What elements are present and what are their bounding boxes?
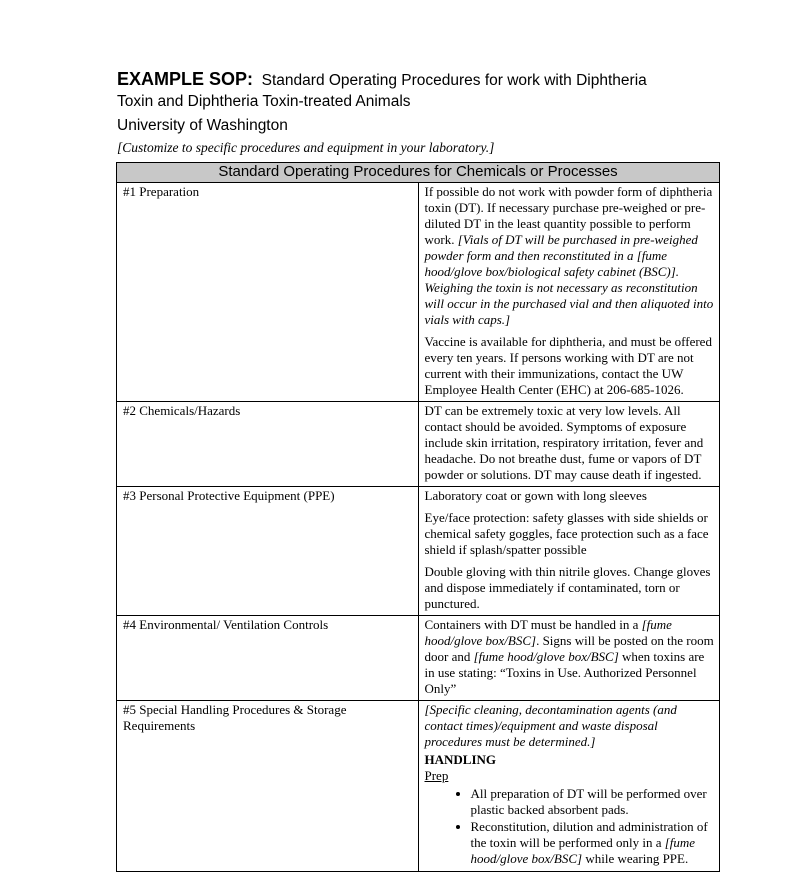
bullet2-italic: [fume hood/glove box/BSC] [470, 835, 696, 866]
table-row [117, 701, 720, 872]
prep-list [425, 786, 715, 867]
vaccine-paragraph: Vaccine is available for diphtheria, and must be offered every ten years. If persons working with DT are not current with their immunizations, contact the UW Employee Health Center (EHC) at 206-685-1026. [424, 334, 712, 397]
table-title: Standard Operating Procedures for Chemicals or Processes [117, 163, 720, 183]
preparation-italic-text: [Vials of DT will be purchased in pre-weighed powder form and then reconstituted in a [fume hood/glove box/biological safety cabinet (BSC)]. Weighing the toxin is not necessary as reconstitution will occur in the purchased vial and then aliquoted into vials with caps.] [424, 232, 714, 327]
row-content-special-handling [418, 701, 720, 872]
list-item: • All preparation of DT will be performed over plastic backed absorbent pads. [471, 786, 715, 818]
ventilation-italic-2: [fume hood/glove box/BSC] [473, 649, 619, 664]
bullet2-text: Reconstitution, dilution and administration of the toxin will be performed only in a [470, 819, 708, 850]
ventilation-text-3: when toxins are in use stating: “Toxins in Use. Authorized Personnel Only” [424, 649, 705, 696]
ppe-eye-face: Eye/face protection: safety glasses with side shields or chemical safety goggles, face protection such as a face shield if splash/spatter possible [424, 510, 709, 557]
row-content-chemicals-hazards [418, 402, 720, 487]
ppe-gloves: Double gloving with thin nitrile gloves. Change gloves and dispose immediately if contaminated, torn or punctured. [424, 564, 711, 611]
customize-note: [Customize to specific procedures and equipment in your laboratory.] [117, 140, 495, 155]
document-title-line2: Toxin and Diphtheria Toxin-treated Animals [117, 93, 411, 110]
preparation-text: If possible do not work with powder form of diphtheria toxin (DT). If necessary purchase pre-weighed or pre-diluted DT in the least quantity possible to perform work. [424, 184, 713, 247]
ventilation-text-2: . Signs will be posted on the room door and [424, 633, 714, 664]
table-row [117, 183, 720, 402]
row-label-ppe: #3 Personal Protective Equipment (PPE) [117, 487, 419, 616]
bullet2-end: while wearing PPE. [582, 851, 689, 866]
table-row [117, 616, 720, 701]
row-content-ventilation [418, 616, 720, 701]
row-label-chemicals-hazards: #2 Chemicals/Hazards [117, 402, 419, 487]
ppe-lab-coat: Laboratory coat or gown with long sleeves [424, 488, 647, 503]
ventilation-text-1: Containers with DT must be handled in a [424, 617, 642, 632]
ventilation-italic-1: [fume hood/glove box/BSC] [424, 617, 672, 648]
row-content-preparation [418, 183, 720, 402]
row-label-preparation: #1 Preparation [117, 183, 419, 402]
row-label-special-handling: #5 Special Handling Procedures & Storage Requirements [117, 701, 419, 872]
title-prefix: EXAMPLE SOP: [117, 69, 254, 89]
title-text: Standard Operating Procedures for work with Diphtheria [261, 72, 647, 89]
list-item [471, 819, 715, 867]
institution-name: University of Washington [117, 117, 288, 134]
handling-heading: HANDLING [424, 752, 497, 767]
table-row [117, 402, 720, 487]
prep-subheading: Prep [424, 768, 449, 783]
row-label-ventilation: #4 Environmental/ Ventilation Controls [117, 616, 419, 701]
cleaning-note: [Specific cleaning, decontamination agents (and contact times)/equipment and waste disposal procedures must be determined.] [424, 702, 677, 749]
document-title [117, 69, 647, 90]
sop-table [116, 162, 720, 872]
preparation-paragraph [425, 184, 715, 328]
row-content-ppe [418, 487, 720, 616]
hazards-paragraph: DT can be extremely toxic at very low levels. All contact should be avoided. Symptoms of exposure include skin irritation, respiratory irritation, fever and headache. Do not breathe dust, fume or vapors of DT powder or solutions. DT may cause death if ingested. [424, 403, 704, 482]
ventilation-paragraph [425, 617, 715, 697]
table-row [117, 487, 720, 616]
